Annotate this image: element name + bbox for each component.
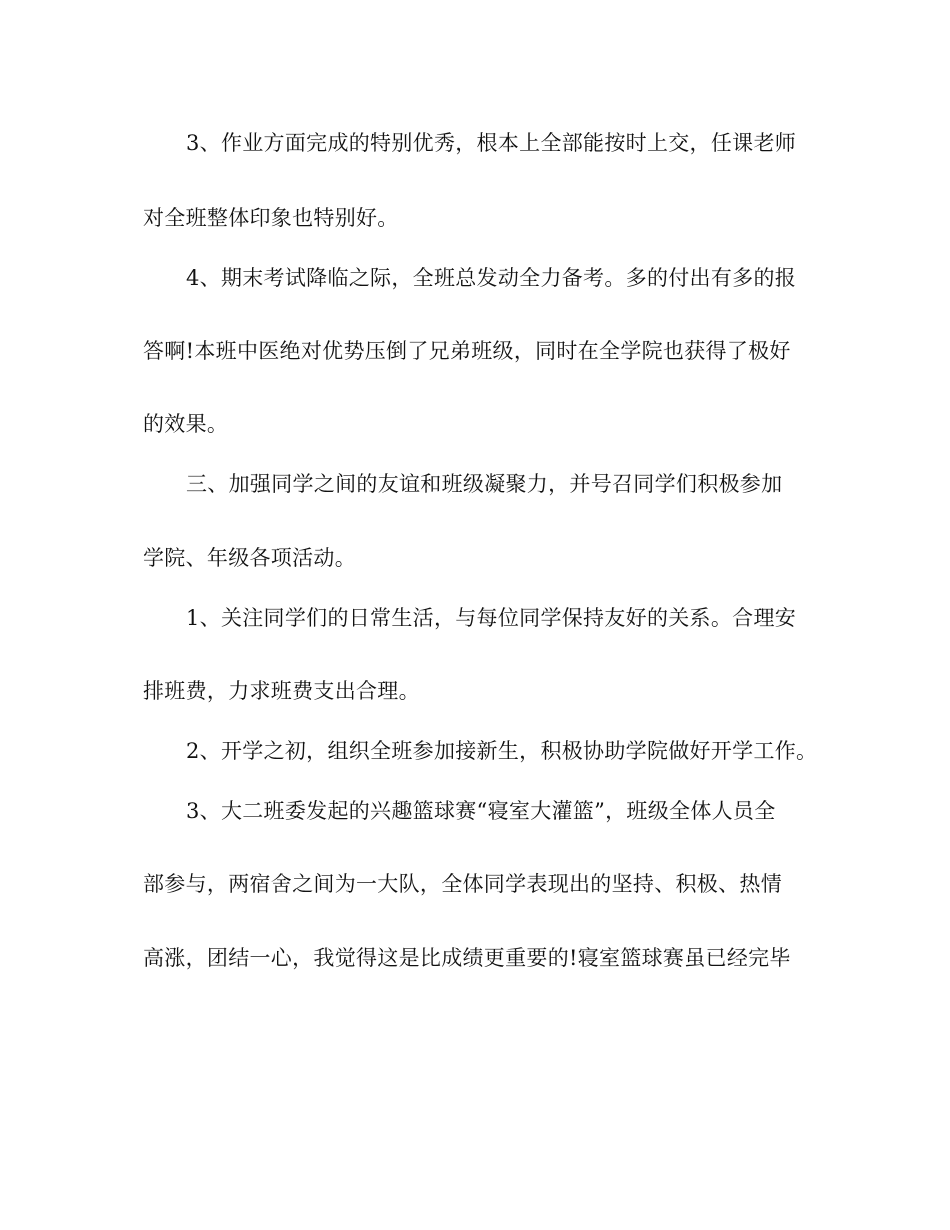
text-line-13: 高涨，团结一心，我觉得这是比成绩更重要的!寝室篮球赛虽已经完毕 bbox=[143, 946, 791, 970]
text-line-7: 学院、年级各项活动。 bbox=[143, 546, 356, 570]
text-line-12: 部参与，两宿舍之间为一大队，全体同学表现出的坚持、积极、热情 bbox=[143, 872, 782, 896]
text-line-8: 1、关注同学们的日常生活，与每位同学保持友好的关系。合理安 bbox=[186, 606, 797, 630]
text-line-3: 4、期末考试降临之际，全班总发动全力备考。多的付出有多的报 bbox=[186, 266, 797, 290]
text-line-4: 答啊!本班中医绝对优势压倒了兄弟班级，同时在全学院也获得了极好 bbox=[143, 339, 791, 363]
text-line-2: 对全班整体印象也特别好。 bbox=[143, 206, 399, 230]
text-line-11: 3、大二班委发起的兴趣篮球赛“寝室大灌篮”，班级全体人员全 bbox=[186, 799, 776, 823]
text-line-1: 3、作业方面完成的特别优秀，根本上全部能按时上交，任课老师 bbox=[186, 131, 797, 155]
text-line-10: 2、开学之初，组织全班参加接新生，积极协助学院做好开学工作。 bbox=[186, 739, 818, 763]
text-line-9: 排班费，力求班费支出合理。 bbox=[143, 679, 420, 703]
text-line-5: 的效果。 bbox=[143, 412, 229, 436]
text-line-6: 三、加强同学之间的友谊和班级凝聚力，并号召同学们积极参加 bbox=[186, 472, 783, 496]
